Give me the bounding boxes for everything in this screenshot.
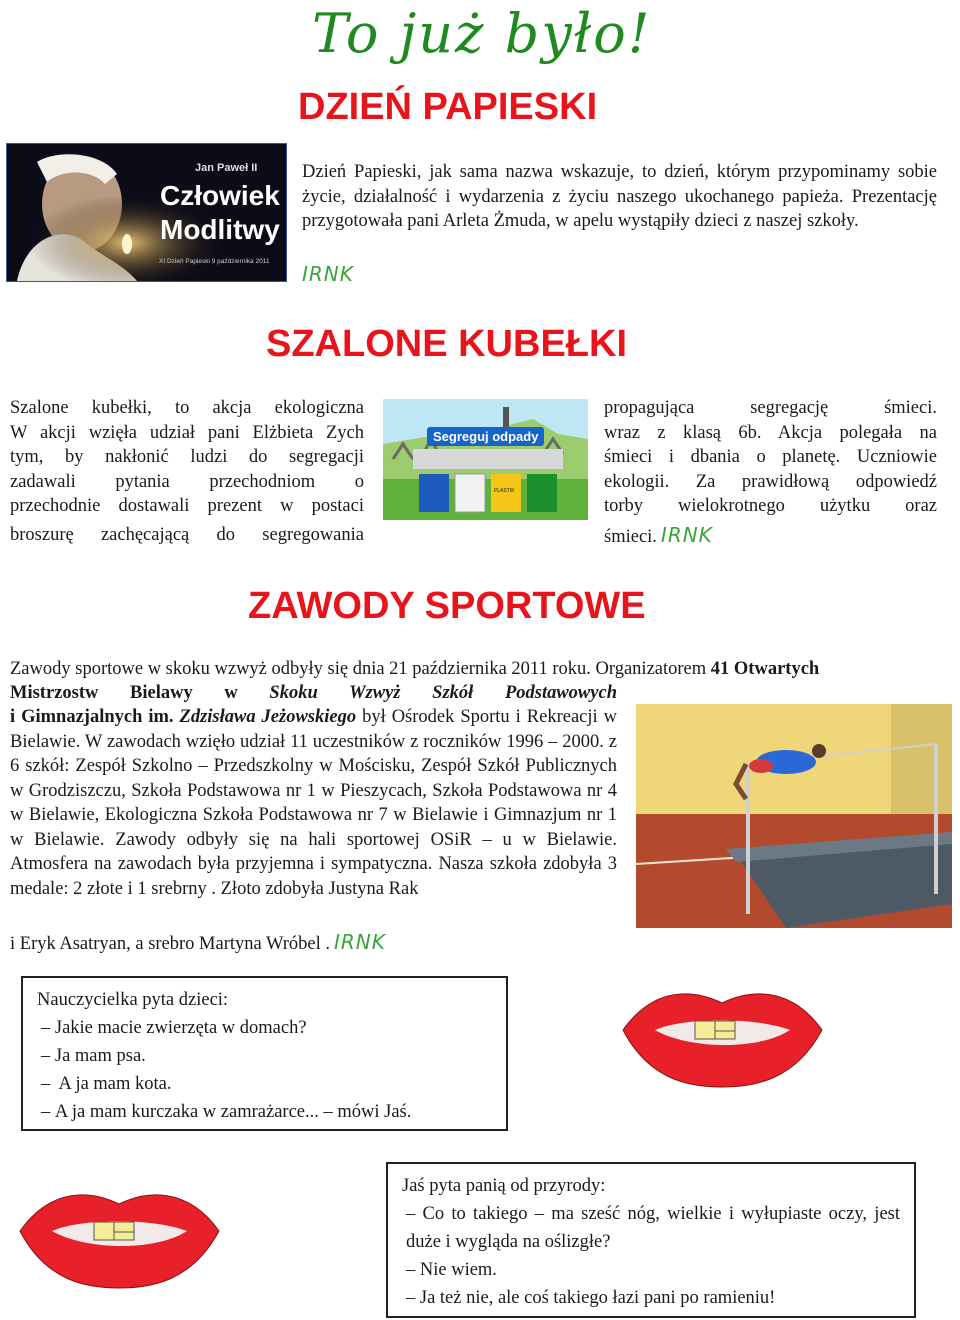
buckets-left-line: W akcji wzięła udział pani Elżbieta Zych	[10, 422, 364, 443]
pope-poster-image	[6, 143, 287, 282]
buckets-left-line: tym, by nakłonić ludzi do segregacji	[10, 447, 364, 467]
buckets-right-line: wraz z klasą 6b. Akcja polegała na	[604, 422, 937, 443]
handwritten-title: To już było!	[312, 2, 652, 65]
buckets-right-line: ekologii. Za prawidłową odpowiedź	[604, 471, 937, 492]
buckets-left-line: zadawali pytania przechodniom o	[10, 471, 364, 492]
sports-paragraph	[10, 705, 617, 901]
sports-bold: 41 Otwartych	[710, 659, 820, 679]
recycling-banner: Segreguj odpady	[427, 427, 544, 446]
joke-box-2	[386, 1162, 916, 1318]
sports-text: Zawody sportowe w skoku wzwyż odbyły się dnia 21 października 2011 roku. Organizatorem	[10, 659, 711, 679]
buckets-left-line: Szalone kubełki, to akcja ekologiczna	[10, 398, 364, 418]
sports-bold: Mistrzostw Bielawy w	[10, 683, 270, 703]
poster-title-line2: Modlitwy	[160, 214, 280, 245]
buckets-right-column	[604, 396, 937, 549]
buckets-left-line: broszurę zachęcającą do segregowania	[10, 524, 364, 545]
sports-text: i Eryk Asatryan, a srebro Martyna Wróbel .	[10, 934, 331, 954]
buckets-left-column	[10, 396, 364, 547]
high-jump-photo	[636, 704, 952, 928]
section-title-buckets: SZALONE KUBEŁKI	[266, 323, 627, 365]
joke1-line: – A ja mam kurczaka w zamrażarce... – mówi Jaś.	[37, 1098, 506, 1126]
sports-bold-italic: Skoku Wzwyż Szkół Podstawowych	[269, 683, 617, 703]
lips-image-2	[12, 1176, 227, 1294]
joke2-intro: Jaś pyta panią od przyrody:	[402, 1176, 606, 1196]
sports-intro-line	[10, 657, 937, 682]
poster-title-line1: Człowiek	[160, 180, 280, 211]
sports-signature: IRNK	[334, 930, 386, 954]
sports-bold-line2	[10, 681, 617, 706]
section-title-sports: ZAWODY SPORTOWE	[248, 585, 646, 627]
sports-last-line	[10, 930, 386, 957]
sports-bold-italic: Zdzisława Jeżowskiego	[179, 707, 357, 727]
sports-bold: i Gimnazjalnych im.	[10, 707, 180, 727]
buckets-left-line: przechodnie dostawali prezent w postaci	[10, 496, 364, 516]
poster-name: Jan Paweł II	[195, 162, 258, 174]
buckets-right-line: śmieci.	[604, 526, 657, 547]
joke1-intro: Nauczycielka pyta dzieci:	[37, 990, 229, 1010]
lips-image-1	[615, 975, 830, 1093]
joke1-line: – Ja mam psa.	[37, 1042, 506, 1070]
buckets-right-line: torby wielokrotnego użytku oraz	[604, 496, 937, 516]
recycling-image	[383, 399, 588, 520]
poster-caption: XI Dzień Papieski 9 października 2011	[159, 258, 270, 265]
section-title-papal-day: DZIEŃ PAPIESKI	[298, 86, 598, 128]
joke2-line: – Ja też nie, ale coś takiego łazi pani po ramieniu!	[402, 1284, 900, 1312]
sports-body: był Ośrodek Sportu i Rekreacji w Bielawie. W zawodach wzięło udział 11 uczestników z roczników 1996 – 2000. z 6 szkół: Zespół Szkolno – Przedszkolny w Mościsku, Zespół Szkół Publicznych w Grodziszczu, Szkoła Podstawowa nr 1 w Pieszycach, Szkoła Podstawowa nr 4 w Bielawie, Ekologiczna Szkoła Podstawowa nr 7 w Bielawie i Gimnazjum nr 1 w Bielawie. Zawody odbyły się na hali sportowej OSiR – u w Bielawie. Atmosfera na zawodach była przyjemna i sympatyczna. Nasza szkoła zdobyła 3 medale: 2 złote i 1 srebrny . Złoto zdobyła Justyna Rak	[10, 707, 617, 899]
joke1-line: – A ja mam kota.	[37, 1070, 506, 1098]
joke-box-1	[21, 976, 508, 1131]
papal-day-paragraph: Dzień Papieski, jak sama nazwa wskazuje, to dzień, którym przypominamy sobie życie, działalność i wydarzenia z życiu naszego ukochanego papieża. Prezentację przygotowała pani Arleta Żmuda, w apelu wystąpiły dzieci z naszej szkoły.	[302, 162, 937, 231]
papal-day-signature: IRNK	[302, 262, 354, 286]
joke2-line: – Co to takiego – ma sześć nóg, wielkie i wyłupiaste oczy, jest duże i wygląda na oślizgłe?	[402, 1200, 900, 1256]
buckets-right-line: propagująca segregację śmieci.	[604, 398, 937, 418]
buckets-right-line: śmieci i dbania o planetę. Uczniowie	[604, 447, 937, 467]
bin-label: PLASTIK	[494, 488, 515, 494]
joke2-line: – Nie wiem.	[402, 1256, 900, 1284]
buckets-signature: IRNK	[660, 522, 713, 547]
joke1-line: – Jakie macie zwierzęta w domach?	[37, 1014, 506, 1042]
